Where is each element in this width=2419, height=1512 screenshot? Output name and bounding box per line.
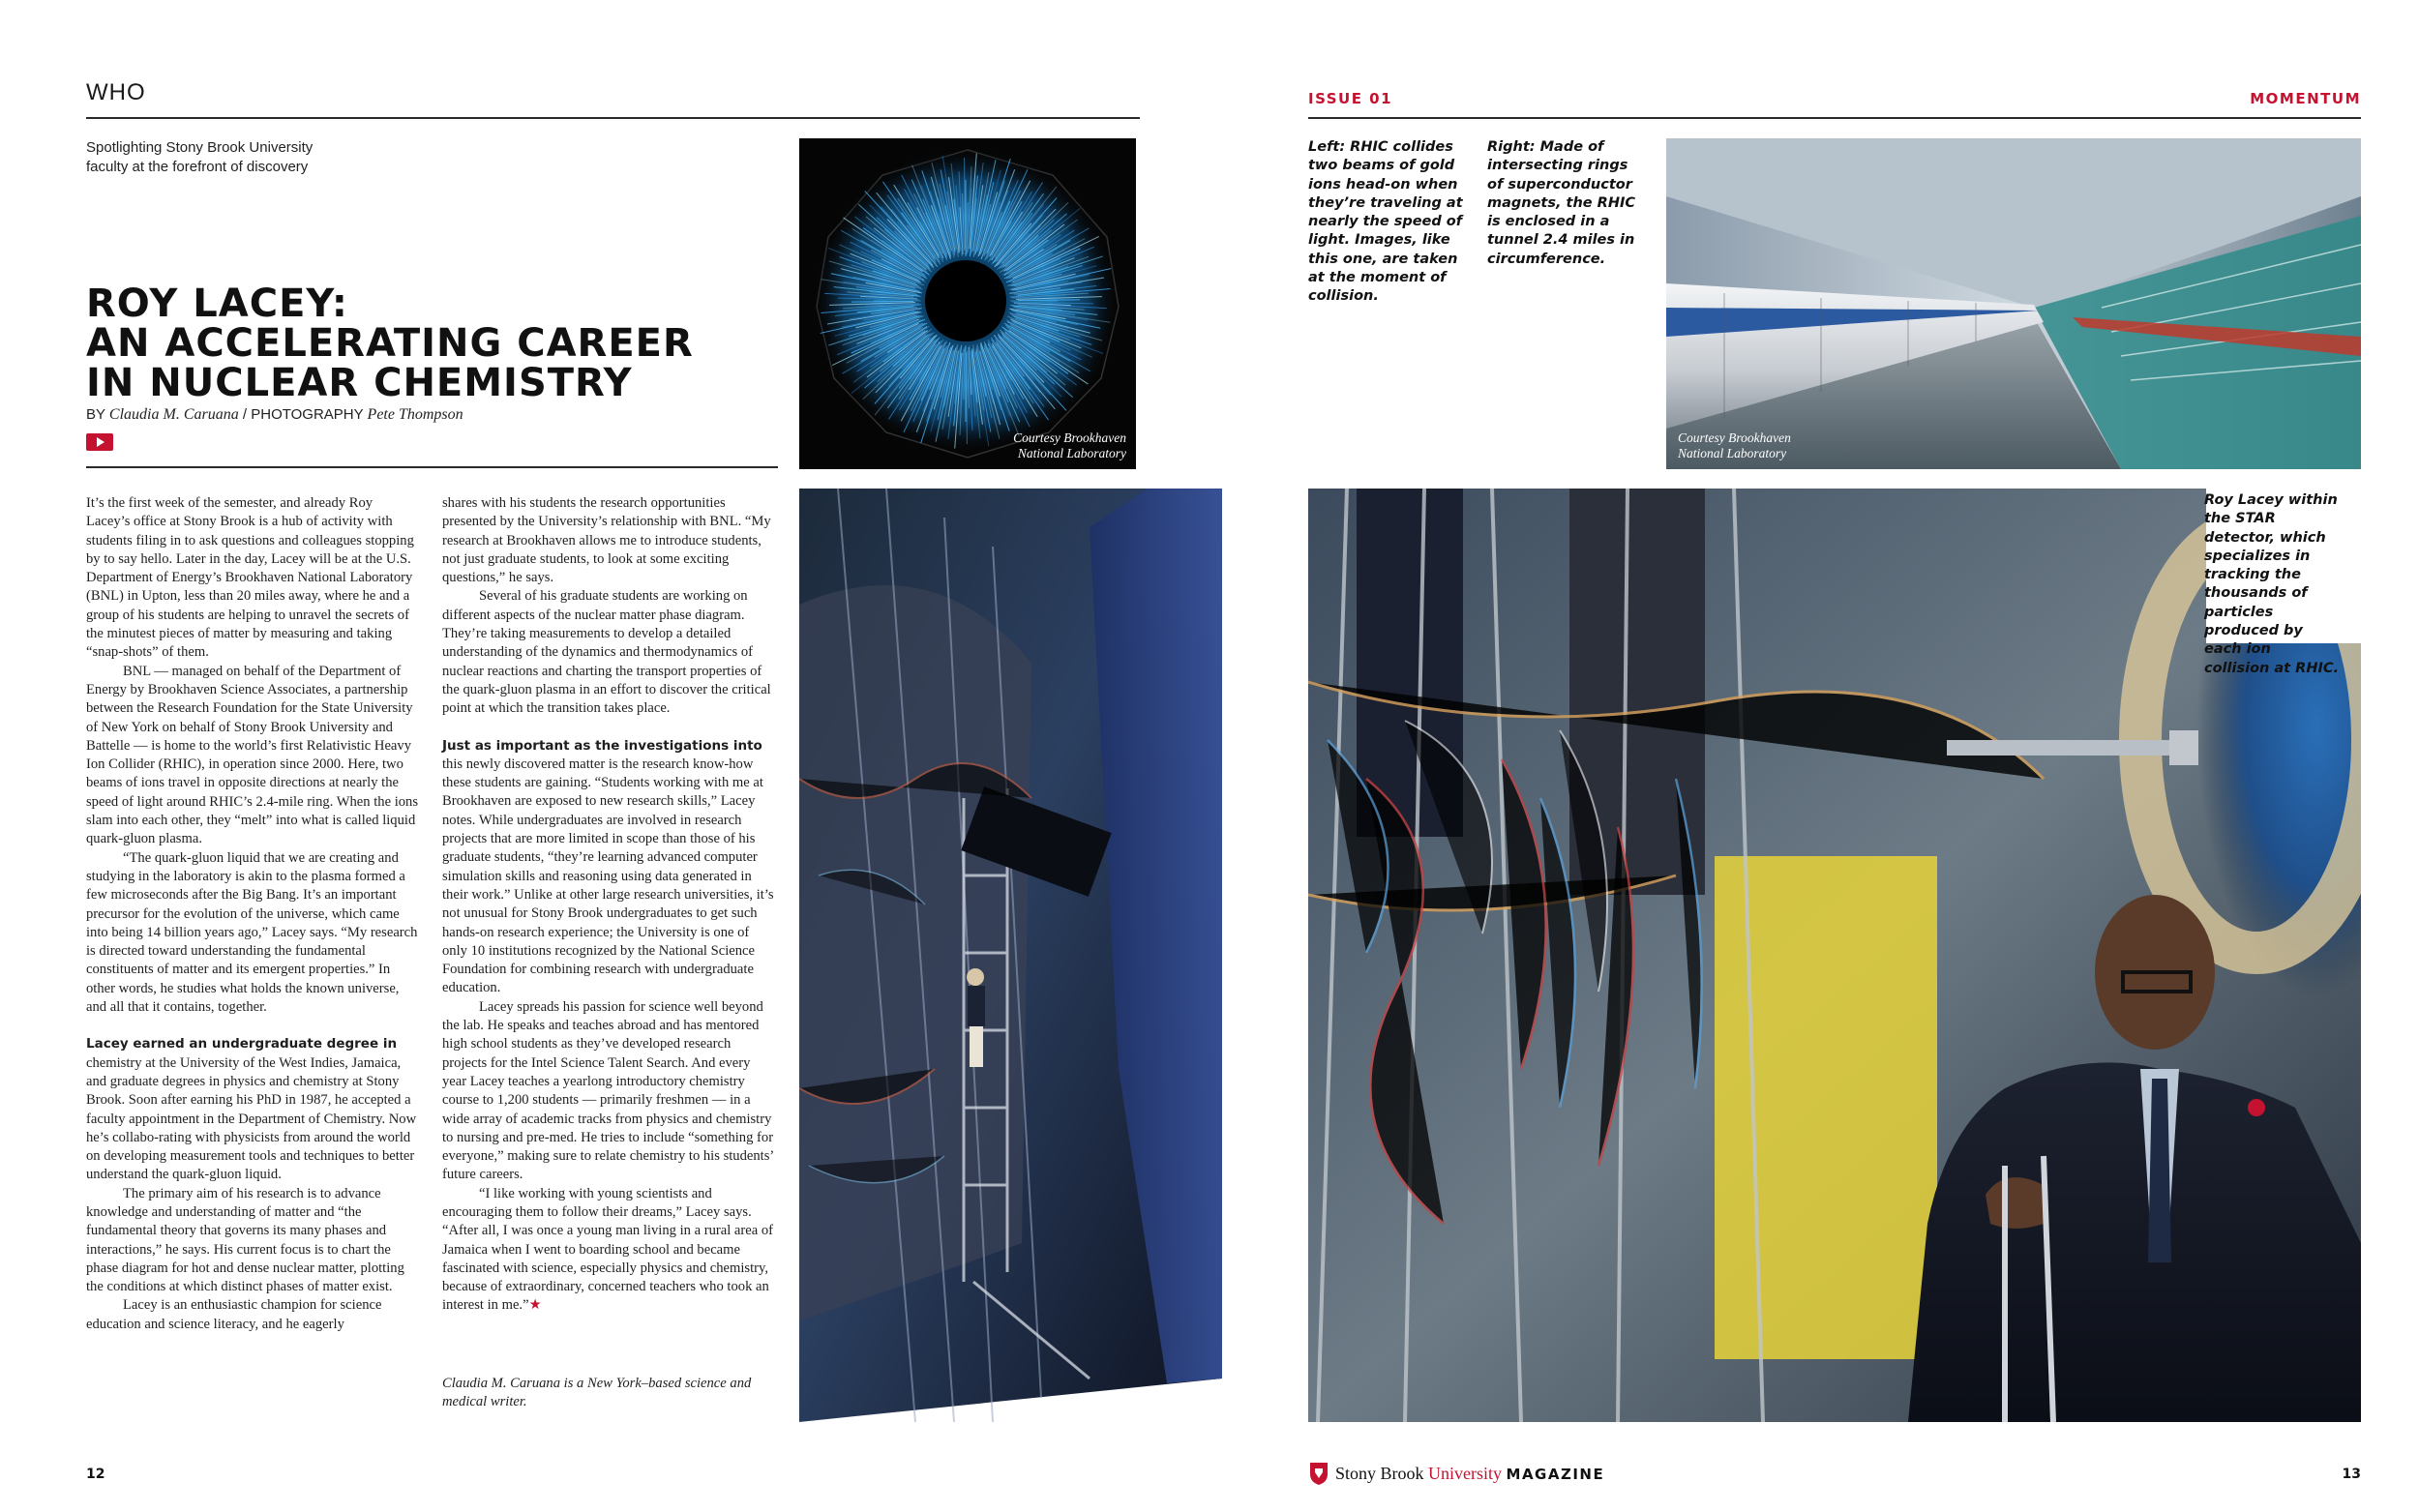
paragraph: Several of his graduate students are working on different aspects of the nuclear matter phase diagram. They’re taking measurements to develop a detailed understanding of the dynamics and thermodynamics of nuclear reactions and charting the transport properties of the quark-gluon plasma in an effort to discover the critical point at which the transition takes place. <box>442 588 771 717</box>
end-mark-star-icon: ★ <box>528 1297 542 1314</box>
tunnel-photo-credit <box>1678 430 1791 461</box>
paragraph: Lacey spreads his passion for science well beyond the lab. He speaks and teaches abroad and has mentored high school students as they’ve developed research projects for the Intel Science Talent Search. And every year Lacey teaches a yearlong introductory chemistry course to 1,200 students — primarily freshmen — in a wide array of academic tracks from physics and chemistry to nursing and pre-med. He tries to include “something for everyone,” making sure to relate chemistry to his students’ future careers. <box>442 998 774 1183</box>
byline-photographer[interactable]: Pete Thompson <box>367 406 463 423</box>
headline-line-1: ROY LACEY: <box>86 282 348 326</box>
collision-image <box>799 138 1136 469</box>
subhead-lead: Lacey earned an undergraduate degree in <box>86 1036 398 1052</box>
subhead-lead: Just as important as the investigations into <box>442 737 762 754</box>
paragraph: BNL — managed on behalf of the Department of Energy by Brookhaven Science Associates, a partnership between the Research Foundation for the State University of New York on behalf of Stony Brook University and Battelle — is home to the world’s first Relativistic Heavy Ion Collider (RHIC), in operation since 2000. Here, two beams of ions travel in opposite directions at nearly the speed of light around RHIC’s 2.4-mile ring. When the ions slam into each other, they “melt” into what is called liquid quark-gluon plasma. <box>86 663 419 847</box>
paragraph-text: this newly discovered matter is the research know-how these students are gaining. “Students working with me at Brookhaven are exposed to new research skills,” Lacey notes. While undergraduates are involved in research projects that are more limited in scope than those of his graduate students, “they’re learning advanced computer simulation skills and reasoning using data generated in their work.” Unlike at other large research universities, it’s not unusual for Stony Brook undergraduates to get such hands-on research experience; the University is one of only 10 institutions recognized by the National Science Foundation for combining research with undergraduate education. <box>442 756 774 996</box>
play-video-icon[interactable] <box>86 433 113 451</box>
page-number-left: 12 <box>86 1467 105 1482</box>
paragraph: Lacey is an enthusiastic champion for science education and science literacy, and he eagerly <box>86 1297 382 1332</box>
paragraph: The primary aim of his research is to advance knowledge and understanding of matter and “the fundamental theory that governs its many phases and interactions,” he says. His current focus is to chart the phase diagram for hot and dense nuclear matter, plotting the conditions at which distinct phases of matter exist. <box>86 1185 404 1295</box>
headline-line-3: IN NUCLEAR CHEMISTRY <box>86 361 633 405</box>
paragraph: “The quark-gluon liquid that we are creating and studying in the laboratory is akin to the plasma formed a few microseconds after the Big Bang. It’s an important precursor for the evolution of the universe, which came into being 14 billion years ago,” Lacey says. “My research is directed toward understanding the fundamental constituents of matter and its emergent properties.” In other words, he studies what holds the known universe, and all that it contains, together. <box>86 849 418 1016</box>
stony-brook-shield-icon <box>1308 1461 1329 1486</box>
byline-author[interactable]: Claudia M. Caruana <box>108 406 239 423</box>
byline-rule <box>86 466 778 468</box>
issue-label: ISSUE 01 <box>1308 90 1393 107</box>
byline <box>86 406 463 424</box>
author-note: Claudia M. Caruana is a New York–based science and medical writer. <box>442 1376 752 1410</box>
article-headline <box>86 284 802 403</box>
portrait-caption: Roy Lacey within the STAR detector, which specializes in tracking the thousands of particles produced by each ion collision at RHIC. <box>2204 492 2340 676</box>
byline-photo-label: / PHOTOGRAPHY <box>242 406 364 423</box>
roy-lacey-portrait-photo <box>1308 489 2361 1422</box>
headline-line-2: AN ACCELERATING CAREER <box>86 321 694 366</box>
footer-brand-stony-brook: Stony Brook <box>1335 1463 1424 1483</box>
kicker <box>86 138 405 177</box>
header-rule-right <box>1308 117 2361 119</box>
paragraph <box>442 737 776 998</box>
article-column-2 <box>442 494 776 1316</box>
paragraph: shares with his students the research opportunities presented by the University’s relationship with BNL. “My research at Brookhaven allows me to introduce students, not just graduate students, to look at some exciting questions,” he says. <box>442 495 771 586</box>
page-number-right: 13 <box>2342 1467 2361 1482</box>
footer-brand-text <box>1335 1464 1604 1484</box>
caption-right: Right: Made of intersecting rings of superconductor magnets, the RHIC is enclosed in a tunnel 2.4 miles in circumference. <box>1487 139 1636 267</box>
article-column-1 <box>86 494 420 1334</box>
header-rule-left <box>86 117 1140 119</box>
footer-brand <box>1308 1459 1604 1488</box>
collision-credit-line-1: Courtesy Brookhaven <box>1013 430 1126 445</box>
paragraph: “I like working with young scientists and encouraging them to follow their dreams,” Lacey says. “After all, I was once a young man living in a rural area of Jamaica when I went to boarding school and became fascinated with science, especially physics and chemistry, because of extraordinary, concerned teachers who took an interest in me.”★ <box>442 1185 774 1314</box>
rhic-tunnel-photo <box>1666 138 2361 469</box>
collision-photo-credit <box>1013 430 1126 461</box>
magazine-section-label: MOMENTUM <box>2250 90 2361 107</box>
caption-left: Left: RHIC collides two beams of gold ions head-on when they’re traveling at nearly the speed of light. Images, like this one, are taken at the moment of collision. <box>1308 139 1463 305</box>
paragraph <box>86 1035 420 1184</box>
tunnel-credit-line-2: National Laboratory <box>1678 446 1787 460</box>
footer-brand-university: University <box>1428 1463 1503 1483</box>
star-detector-photo <box>799 489 1222 1422</box>
paragraph: It’s the first week of the semester, and already Roy Lacey’s office at Stony Brook is a hub of activity with students filing in to ask questions and colleagues stopping by to say hello. Later in the day, Lacey will be at the U.S. Department of Energy’s Brookhaven National Laboratory (BNL) in Upton, less than 20 miles away, where he and a group of his students are helping to unravel the secrets of the minutest pieces of matter by measuring and taking “snap-shots” of them. <box>86 495 414 661</box>
particle-track <box>1018 300 1080 301</box>
section-label: WHO <box>86 79 146 105</box>
kicker-line-2: faculty at the forefront of discovery <box>86 159 309 175</box>
footer-brand-magazine: MAGAZINE <box>1506 1465 1605 1483</box>
byline-by: BY <box>86 406 105 423</box>
particle-track <box>851 302 913 303</box>
collision-credit-line-2: National Laboratory <box>1017 446 1126 460</box>
tunnel-credit-line-1: Courtesy Brookhaven <box>1678 430 1791 445</box>
paragraph-text: chemistry at the University of the West Indies, Jamaica, and graduate degrees in physics and chemistry at Stony Brook. Soon after earning his PhD in 1987, he accepted a faculty appointment in the Department of Chemistry. Now he’s collabo-rating with physicists from around the world on developing measurement tools and techniques to better understand the quark-gluon liquid. <box>86 1054 417 1183</box>
kicker-line-1: Spotlighting Stony Brook University <box>86 139 314 156</box>
